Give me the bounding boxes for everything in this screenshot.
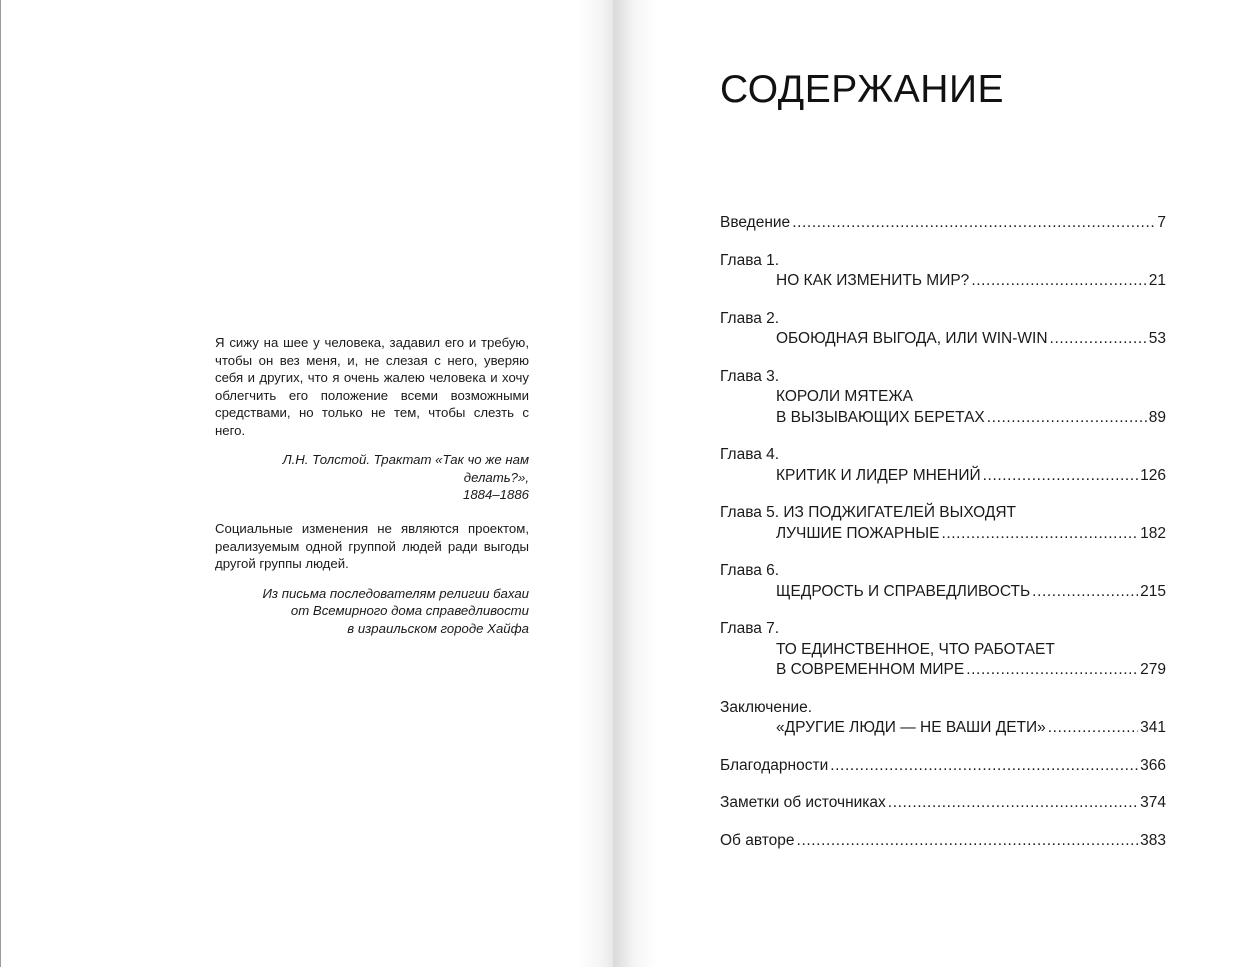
toc-leader-dots — [987, 408, 1147, 429]
toc-chapter-label: Глава 1. — [720, 251, 780, 269]
toc-entry-chapter-6 — [720, 561, 1166, 602]
toc-entry-about-author — [720, 831, 1166, 852]
toc-page-number: 341 — [1140, 719, 1166, 736]
toc-chapter-label: Глава 6. — [720, 562, 780, 579]
toc-leader-dots — [830, 756, 1138, 777]
toc-chapter-label: Глава 4. — [720, 446, 780, 463]
toc-leader-dots — [1050, 329, 1147, 350]
toc-chapter-label: Глава 2. — [720, 309, 780, 327]
left-page — [0, 0, 615, 967]
toc-page-number: 374 — [1140, 794, 1166, 811]
toc-page-number: 7 — [1157, 214, 1166, 231]
toc-chapter-label: Глава 5. ИЗ ПОДЖИГАТЕЛЕЙ ВЫХОДЯТ — [720, 504, 1017, 521]
toc-entry-title: КРИТИК И ЛИДЕР МНЕНИЙ — [776, 466, 981, 484]
toc-entry-conclusion — [720, 698, 1166, 739]
toc-entry-notes — [720, 793, 1166, 814]
toc-entry-chapter-1 — [720, 251, 1166, 292]
toc-chapter-label: Заключение. — [720, 698, 813, 716]
toc-page-number: 89 — [1148, 408, 1166, 426]
toc-entry-title: «ДРУГИЕ ЛЮДИ — НЕ ВАШИ ДЕТИ» — [776, 719, 1046, 736]
toc-chapter-label: Глава 7. — [720, 620, 780, 637]
epigraph-source — [215, 585, 529, 638]
gutter-shadow-left — [579, 0, 615, 967]
epigraph-source-line: 1884–1886 — [462, 487, 529, 502]
toc-entry-title: ОБОЮДНАЯ ВЫГОДА, ИЛИ WIN-WIN — [776, 330, 1048, 347]
toc-title: СОДЕРЖАНИЕ — [720, 68, 1005, 111]
toc-entry-title: ЩЕДРОСТЬ И СПРАВЕДЛИВОСТЬ — [776, 582, 1031, 600]
epigraph-source — [215, 451, 529, 504]
epigraph-bahai — [215, 520, 529, 637]
toc-leader-dots — [792, 213, 1155, 234]
epigraph-text: Социальные изменения не являются проектом, реализуемым одной группой людей ради выгоды другой группы людей. — [215, 521, 529, 571]
toc-entry-title: Об авторе — [720, 831, 795, 849]
toc-entry-title: Благодарности — [720, 756, 829, 774]
toc-entry-title: ТО ЕДИНСТВЕННОЕ, ЧТО РАБОТАЕТ — [776, 640, 1055, 658]
toc-page-number: 21 — [1148, 272, 1166, 289]
toc-page-number: 215 — [1140, 582, 1166, 600]
toc-leader-dots — [971, 271, 1146, 292]
toc-entry-title: В ВЫЗЫВАЮЩИХ БЕРЕТАХ — [776, 408, 985, 426]
toc-page-number: 126 — [1140, 466, 1166, 484]
toc-entry-title: В СОВРЕМЕННОМ МИРЕ — [776, 661, 965, 678]
toc-leader-dots — [941, 524, 1138, 545]
toc-entry-chapter-5 — [720, 503, 1166, 544]
toc-page-number: 383 — [1140, 831, 1166, 849]
toc-page-number: 53 — [1148, 330, 1166, 347]
toc-leader-dots — [1048, 718, 1138, 739]
toc-leader-dots — [966, 660, 1138, 681]
table-of-contents — [720, 213, 1166, 851]
epigraph-source-line: в израильском городе Хайфа — [347, 620, 529, 636]
epigraph-source-line: Из письма последователям религии бахаи — [262, 585, 529, 601]
toc-entry-chapter-2 — [720, 309, 1166, 350]
toc-leader-dots — [888, 793, 1138, 814]
toc-entry-acknowledgements — [720, 756, 1166, 777]
toc-entry-title: Введение — [720, 214, 791, 231]
toc-entry-chapter-3 — [720, 367, 1166, 429]
toc-entry-chapter-4 — [720, 445, 1166, 486]
toc-page-number: 182 — [1140, 524, 1166, 542]
epigraph-source-line: Л.Н. Толстой. Трактат «Так чо же нам делать?», — [282, 452, 529, 485]
toc-entry-title: ЛУЧШИЕ ПОЖАРНЫЕ — [776, 524, 940, 542]
toc-entry-chapter-7 — [720, 619, 1166, 681]
toc-entry-title: КОРОЛИ МЯТЕЖА — [776, 388, 913, 405]
toc-leader-dots — [1032, 582, 1138, 603]
toc-chapter-label: Глава 3. — [720, 367, 780, 385]
toc-entry-intro — [720, 213, 1166, 234]
toc-leader-dots — [797, 831, 1139, 852]
toc-page-number: 279 — [1140, 661, 1166, 678]
toc-page-number: 366 — [1140, 756, 1166, 774]
gutter-shadow-right — [615, 0, 657, 967]
epigraph-text: Я сижу на шее у человека, задавил его и требую, чтобы он вез меня, и, не слезая с него, уверяю себя и других, что я очень жалею человека и хочу облегчить его положение всеми возможными средствами, но только не тем, чтобы слезть с него. — [215, 335, 529, 438]
epigraph-source-line: от Всемирного дома справедливости — [290, 603, 529, 618]
toc-entry-title: НО КАК ИЗМЕНИТЬ МИР? — [776, 272, 970, 289]
toc-leader-dots — [983, 466, 1139, 487]
epigraph-tolstoy — [215, 334, 529, 504]
toc-entry-title: Заметки об источниках — [720, 794, 886, 811]
